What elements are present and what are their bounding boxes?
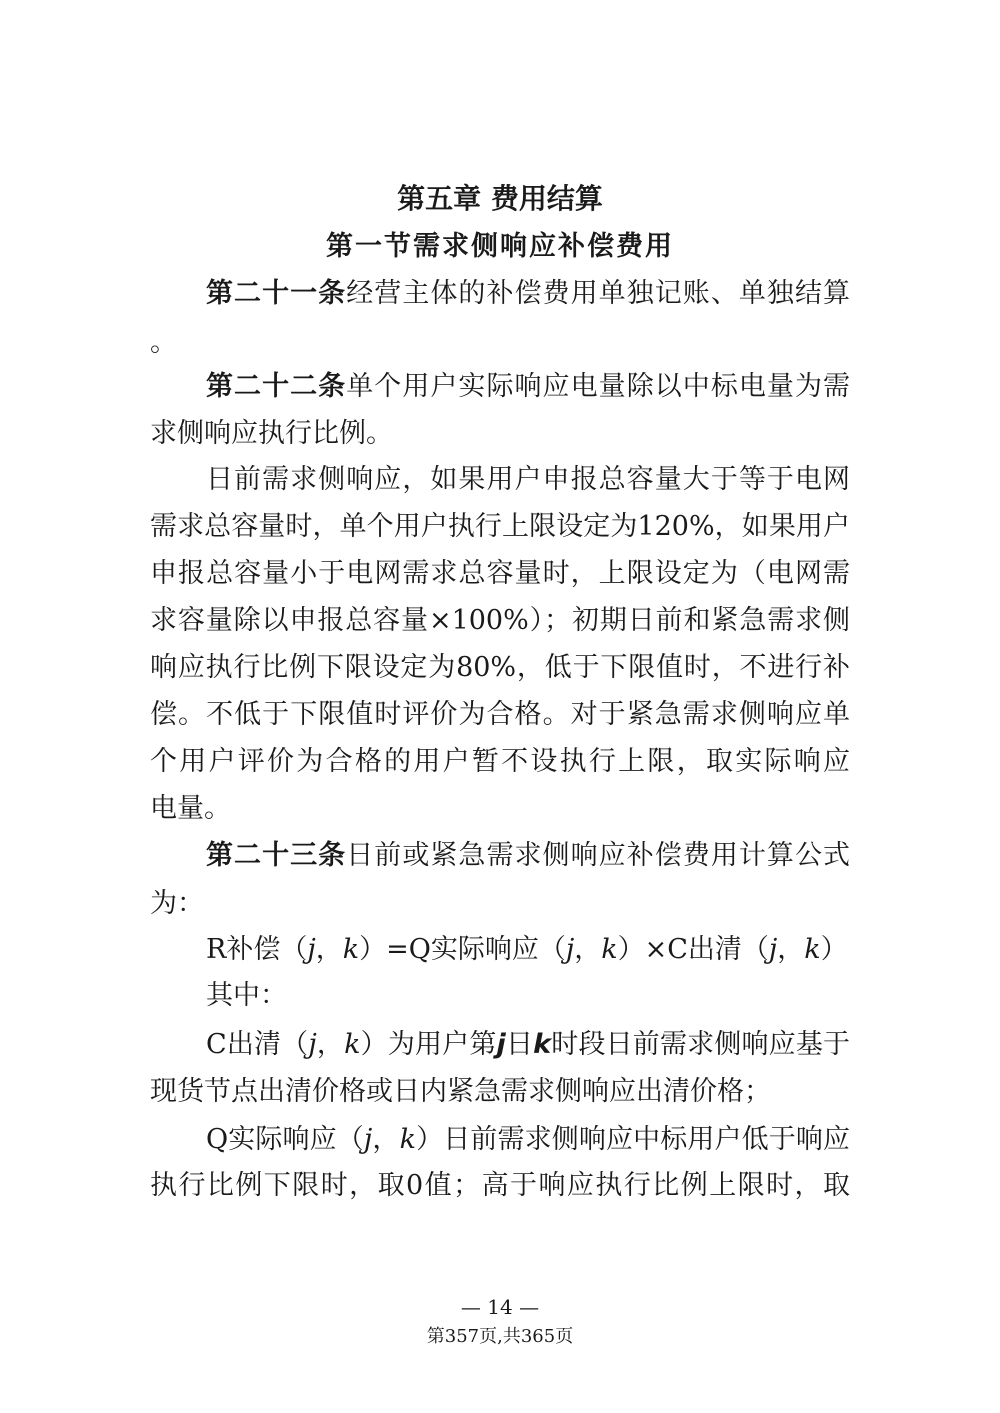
article-21-text: 经营主体的补偿费用单独记账、单独结算 [346,278,851,309]
article-22-label: 第二十二条 [206,371,347,402]
c-definition-line-2: 现货节点出清价格或日内紧急需求侧响应出清价格； [150,1076,771,1107]
paragraph-line: 响应执行比例下限设定为80%，低于下限值时，不进行补 [150,652,850,683]
paragraph-line: 求容量除以申报总容量×100%）；初期日前和紧急需求侧 [150,605,850,636]
q-definition-line-1: Q实际响应（j，k）日前需求侧响应中标用户低于响应 [206,1124,851,1155]
article-23-line-2: 为： [150,888,204,919]
article-22-text: 单个用户实际响应电量除以中标电量为需 [346,371,851,402]
article-22-line-1 [206,369,850,405]
where-label: 其中： [206,980,287,1011]
article-21-line-2: 。 [150,327,177,358]
compensation-formula: R补偿（j，k）=Q实际响应（j，k）×C出清（j，k） [206,934,848,965]
article-21-line-1 [206,276,850,312]
c-definition-line-1: C出清（j，k）为用户第j日k时段日前需求侧响应基于 [206,1029,851,1060]
section-title: 第一节需求侧响应补偿费用 [326,231,674,262]
page-count: 第357页,共365页 [426,1326,574,1347]
chapter-title: 第五章 费用结算 [397,182,603,215]
paragraph-line: 需求总容量时，单个用户执行上限设定为120%，如果用户 [150,511,850,542]
article-23-line-1 [206,838,850,874]
paragraph-line: 偿。不低于下限值时评价为合格。对于紧急需求侧响应单 [150,699,850,730]
paragraph-line: 个用户评价为合格的用户暂不设执行上限，取实际响应 [150,746,850,777]
article-23-text: 日前或紧急需求侧响应补偿费用计算公式 [346,840,851,871]
page-number: — 14 — [460,1295,540,1319]
article-21-label: 第二十一条 [206,278,347,309]
article-22-line-2: 求侧响应执行比例。 [150,418,393,449]
paragraph-line: 申报总容量小于电网需求总容量时，上限设定为（电网需 [150,558,850,589]
paragraph-line: 电量。 [150,793,231,824]
article-23-label: 第二十三条 [206,840,347,871]
paragraph-line: 日前需求侧响应，如果用户申报总容量大于等于电网 [206,464,850,495]
q-definition-line-2: 执行比例下限时，取0值；高于响应执行比例上限时，取 [150,1170,850,1201]
